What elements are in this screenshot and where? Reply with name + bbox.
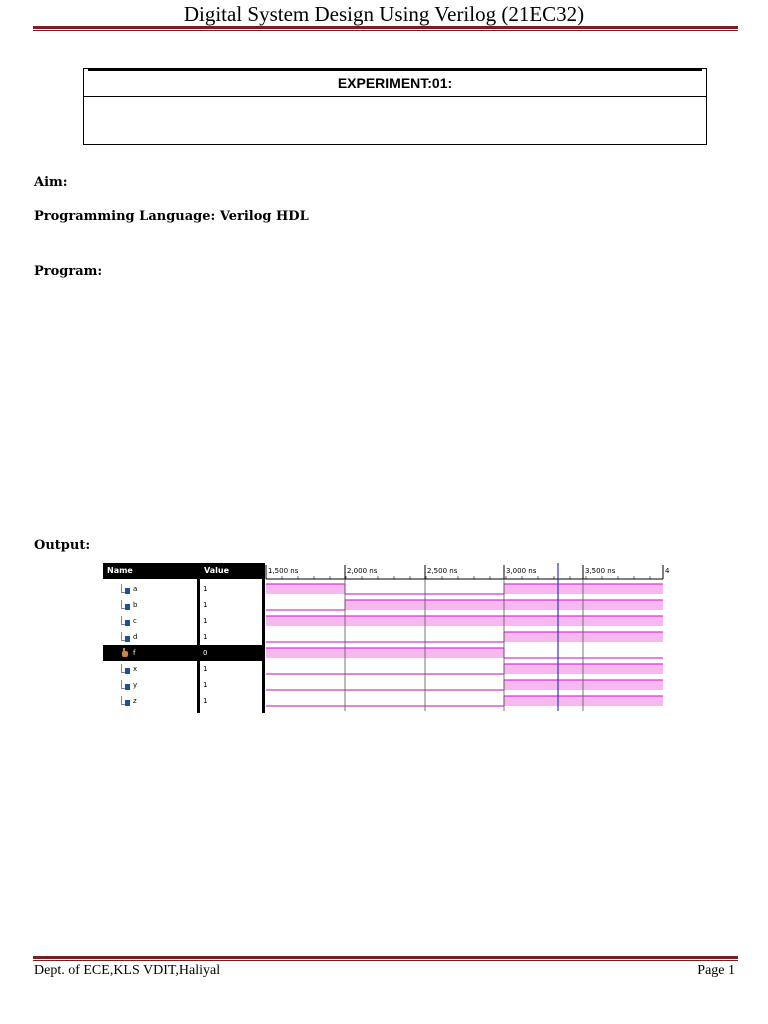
time-label: 4 (665, 567, 670, 575)
output-label: Output: (34, 538, 91, 553)
footer-page-number: Page 1 (697, 963, 735, 978)
signal-name: f (133, 649, 136, 657)
time-label: 2,500 ns (427, 567, 458, 575)
signal-high-region (504, 680, 663, 690)
signal-high-region (266, 584, 345, 594)
signal-name: d (133, 633, 138, 641)
footer-rule-thin (33, 960, 738, 961)
signal-value: 1 (203, 665, 208, 673)
page-header-title: Digital System Design Using Verilog (21EC32) (183, 2, 585, 26)
signal-value: 1 (203, 617, 208, 625)
signal-high-region (345, 600, 504, 610)
experiment-title: EXPERIMENT:01: (84, 71, 706, 97)
signal-value: 1 (203, 681, 208, 689)
waveform-traces[interactable] (103, 563, 669, 713)
signal-name: x (133, 665, 138, 673)
program-label: Program: (34, 264, 103, 279)
signal-name: a (133, 585, 138, 593)
time-label: 3,500 ns (585, 567, 616, 575)
signal-high-region (266, 616, 345, 626)
name-column-header[interactable]: Name (103, 563, 197, 579)
signal-high-region (345, 616, 504, 626)
signal-value: 1 (203, 585, 208, 593)
header-rule-thin (33, 30, 738, 31)
time-label: 3,000 ns (506, 567, 537, 575)
signal-value: 0 (203, 649, 208, 657)
footer-department: Dept. of ECE,KLS VDIT,Haliyal (34, 963, 221, 978)
header-rule (33, 26, 738, 29)
aim-label: Aim: (34, 175, 68, 190)
signal-value: 1 (203, 633, 208, 641)
signal-high-region (504, 616, 663, 626)
signal-name: z (133, 697, 137, 705)
signal-high-region (504, 584, 663, 594)
time-label: 1,500 ns (268, 567, 299, 575)
signal-high-region (504, 664, 663, 674)
signal-name: b (133, 601, 138, 609)
time-label: 2,000 ns (347, 567, 378, 575)
signal-high-region (266, 648, 504, 658)
signal-high-region (504, 600, 663, 610)
language-label: Programming Language: Verilog HDL (34, 209, 309, 224)
signal-value: 1 (203, 601, 208, 609)
value-column-header[interactable]: Value (200, 563, 262, 579)
signal-high-region (504, 632, 663, 642)
signal-name: c (133, 617, 137, 625)
signal-value: 1 (203, 697, 208, 705)
waveform-viewer (103, 563, 669, 713)
experiment-box (83, 68, 707, 145)
signal-name: y (133, 681, 138, 689)
signal-high-region (504, 696, 663, 706)
footer-rule (33, 956, 738, 959)
